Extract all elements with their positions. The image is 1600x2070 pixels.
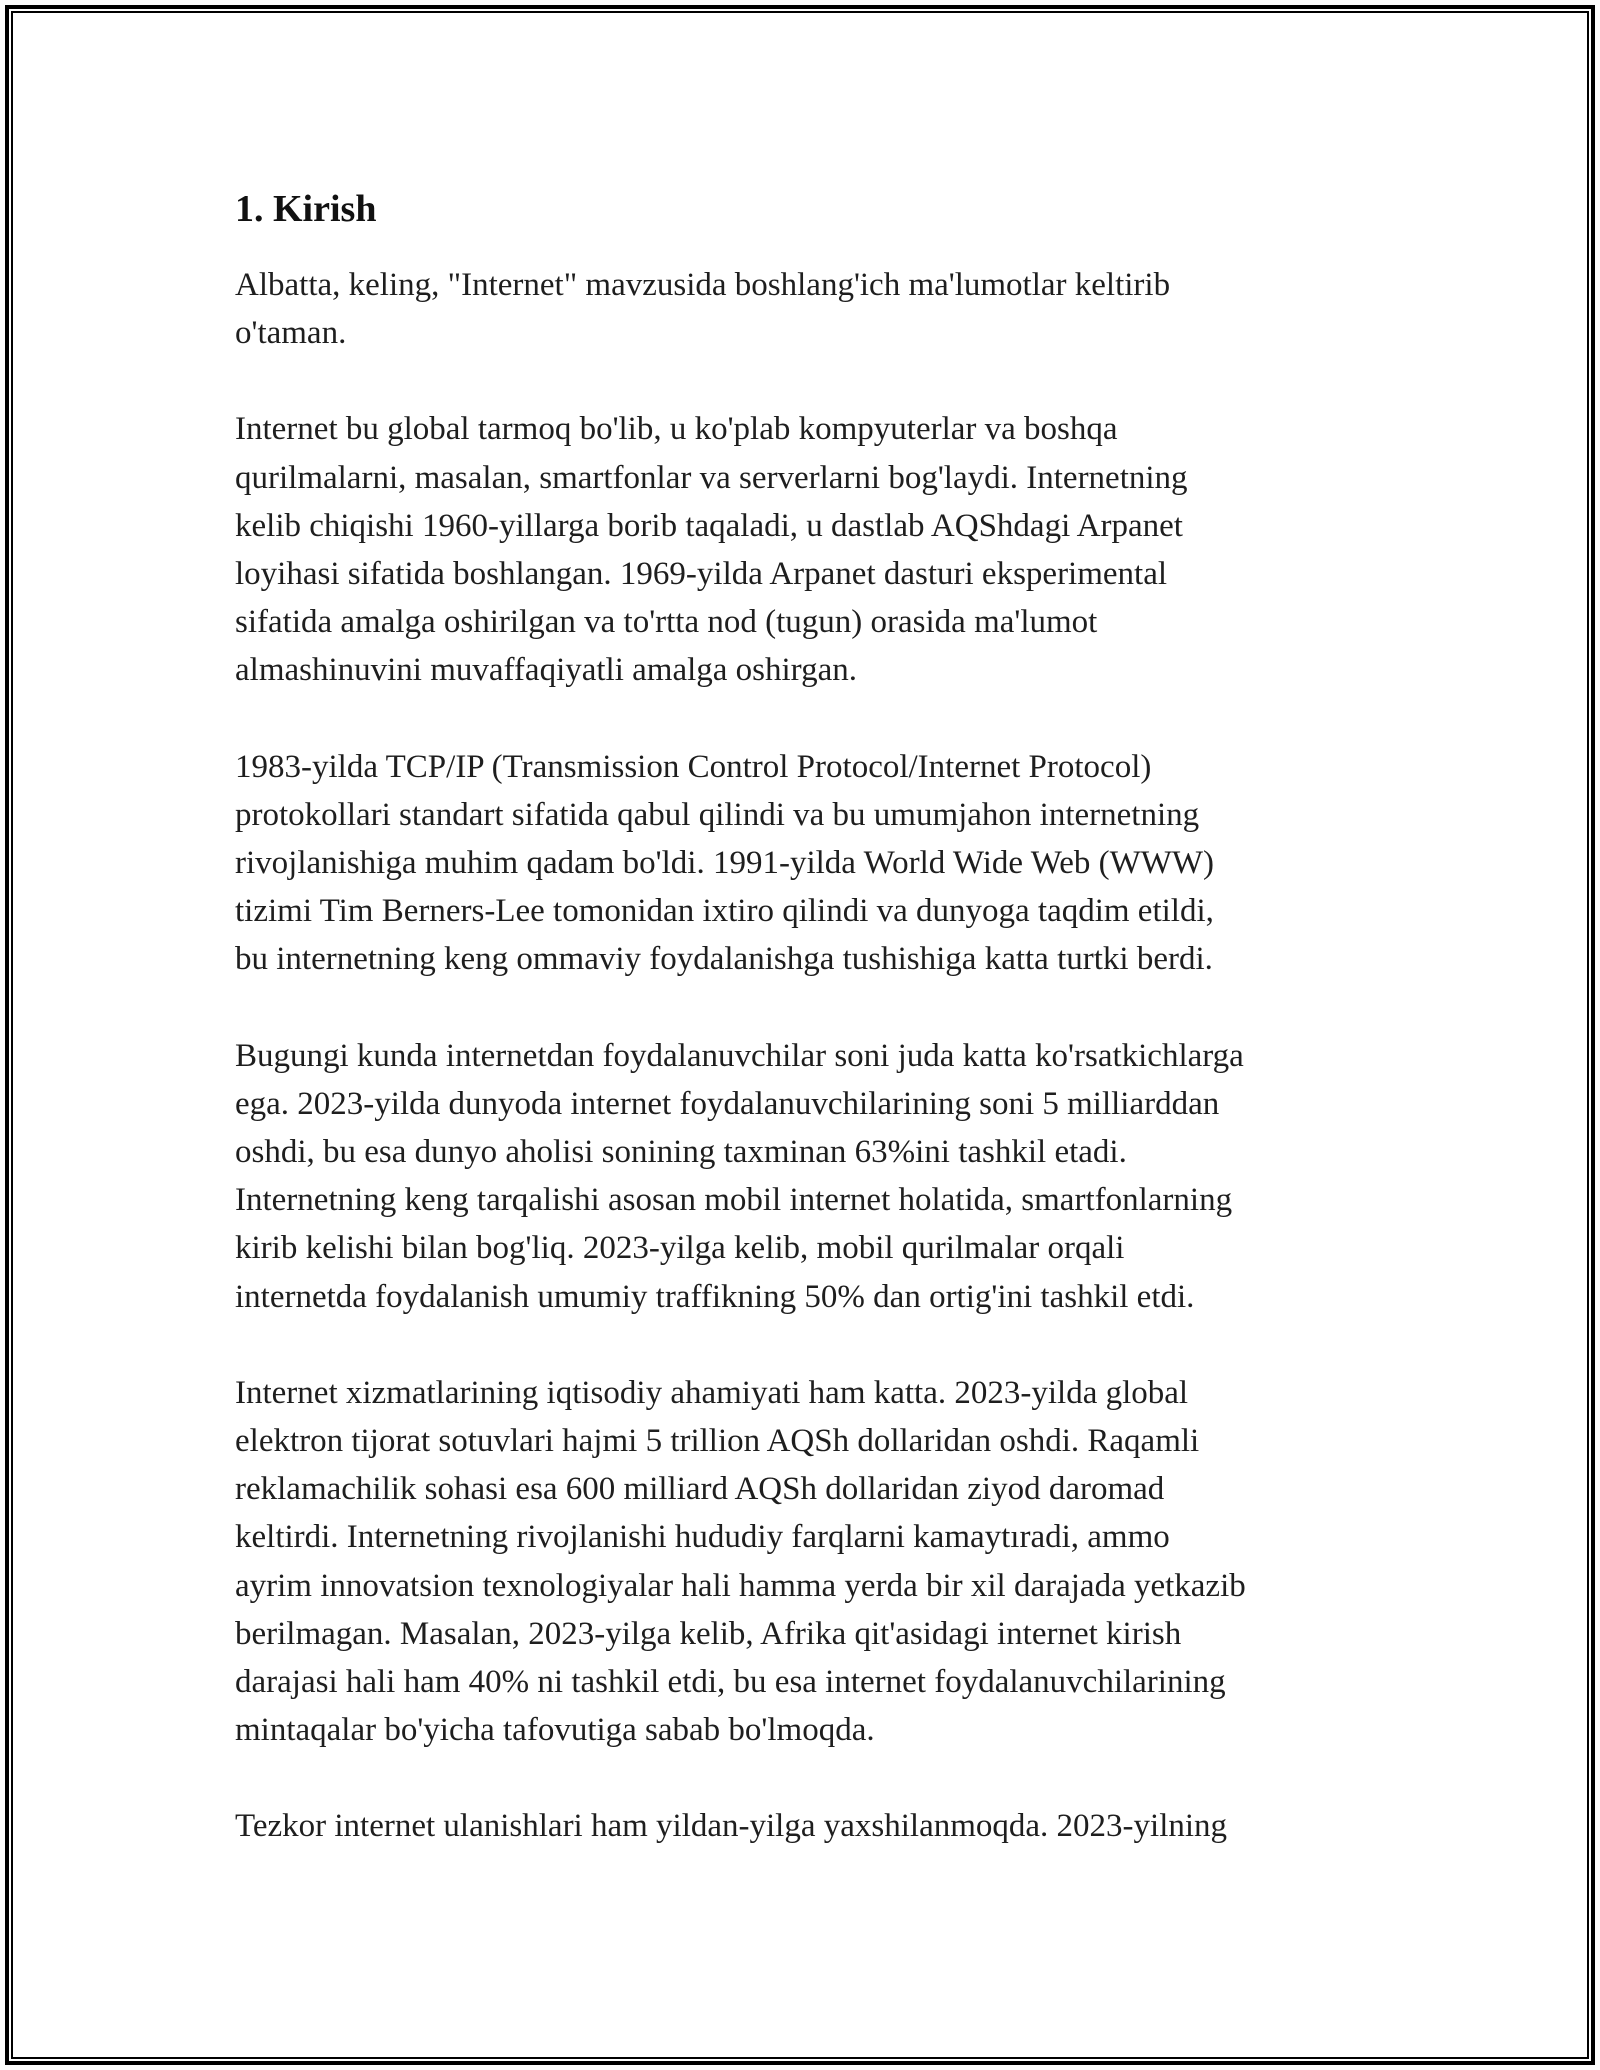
paragraph-economic-importance: Internet xizmatlarining iqtisodiy ahamiyati ham katta. 2023-yilda global elektron tijorat sotuvlari hajmi 5 trillion AQSh dollaridan oshdi. Raqamli reklamachilik sohasi esa 600 milliard AQSh dollaridan ziyod daromad keltirdi. Internetning rivojlanishi hududiy farqlarni kamaytıradi, ammo ayrim innovatsion texnologiyalar hali hamma yerda bir xil darajada yetkazib berilmagan. Masalan, 2023-yilga kelib, Afrika qit'asidagi internet kirish darajasi hali ham 40% ni tashkil etdi, bu esa internet foydalanuvchilarining mintaqalar bo'yicha tafovutiga sabab bo'lmoqda.	[235, 1374, 1246, 1749]
paragraph-user-statistics: Bugungi kunda internetdan foydalanuvchilar soni juda katta ko'rsatkichlarga ega. 2023-yilda dunyoda internet foydalanuvchilarining soni 5 milliarddan oshdi, bu esa dunyo aholisi sonining taxminan 63%ini tashkil etadi. Internetning keng tarqalishi asosan mobil internet holatida, smartfonlarning kirib kelishi bilan bog'liq. 2023-yilga kelib, mobil qurilmalar orqali internetda foydalanish umumiy traffikning 50% dan ortig'ini tashkil etdi.	[235, 1037, 1244, 1315]
paragraph-fast-connections: Tezkor internet ulanishlari ham yildan-yilga yaxshilanmoqda. 2023-yilning	[235, 1808, 1228, 1845]
paragraph-tcp-ip-www: 1983-yilda TCP/IP (Transmission Control Protocol/Internet Protocol) protokollari standart sifatida qabul qilindi va bu umumjahon internetning rivojlanishiga muhim qadam bo'ldi. 1991-yilda World Wide Web (WWW) tizimi Tim Berners-Lee tomonidan ixtiro qilindi va dunyoga taqdim etildi, bu internetning keng ommaviy foydalanishga tushishiga katta turtki berdi.	[235, 748, 1215, 978]
paragraph-internet-origins: Internet bu global tarmoq bo'lib, u ko'plab kompyuterlar va boshqa qurilmalarni, masalan, smartfonlar va serverlarni bog'laydi. Internetning kelib chiqishi 1960-yillarga borib taqaladi, u dastlab AQShdagi Arpanet loyihasi sifatida boshlangan. 1969-yilda Arpanet dasturi eksperimental sifatida amalga oshirilgan va to'rtta nod (tugun) orasida ma'lumot almashinuvini muvaffaqiyatli amalga oshirgan.	[235, 411, 1188, 689]
paragraph-intro: Albatta, keling, "Internet" mavzusida boshlang'ich ma'lumotlar keltirib o'taman.	[235, 267, 1171, 352]
section-heading: 1. Kirish	[235, 188, 377, 230]
document-body	[235, 183, 1375, 1899]
